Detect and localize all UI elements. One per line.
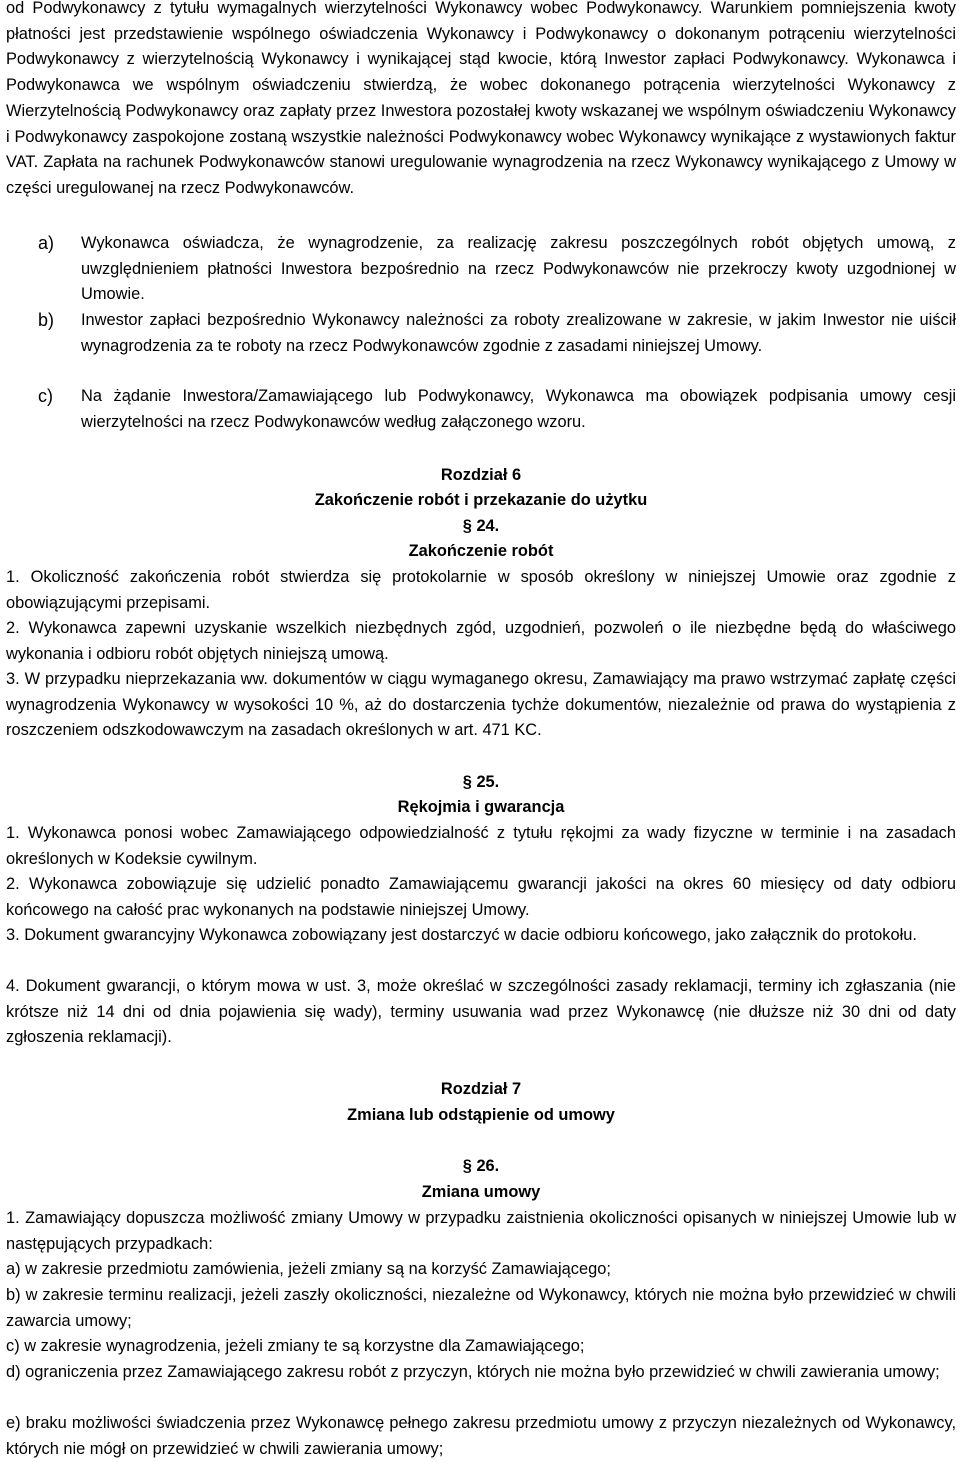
list-text-a: Wykonawca oświadcza, że wynagrodzenie, za realizację zakresu poszczególnych robót objętych umową, z uwzględnieniem płatności Inwestora bezpośrednio na rzecz Podwykonawców nie przekroczy kwoty uzgodnionej w Umowie. — [81, 234, 956, 304]
section-25-p1: 1. Wykonawca ponosi wobec Zamawiającego odpowiedzialność z tytułu rękojmi za wady fizyczne w terminie i na zasadach określonych w Kodeksie cywilnym. — [6, 824, 956, 868]
chapter7-subtitle: Zmiana lub odstąpienie od umowy — [347, 1106, 615, 1124]
list-item-c — [6, 384, 956, 435]
list-marker-c: c) — [38, 386, 53, 406]
section-25-p4: 4. Dokument gwarancji, o którym mowa w ust. 3, może określać w szczególności zasady reklamacji, terminy ich zgłaszania (nie krótsze niż 14 dni od dnia pojawienia się wady), terminy usuwania wad przez Wykonawcę (nie dłuższe niż 30 dni od daty zgłoszenia reklamacji). — [6, 977, 956, 1047]
list-marker-a: a) — [38, 233, 55, 253]
section-26-item-a: a) w zakresie przedmiotu zamówienia, jeżeli zmiany są na korzyść Zamawiającego; — [6, 1260, 611, 1278]
section-26-item-d: d) ograniczenia przez Zamawiającego zakresu robót z przyczyn, których nie można było przewidzieć w chwili zawierania umowy; — [6, 1363, 940, 1381]
section-25-heading: Rękojmia i gwarancja — [397, 798, 565, 816]
section-25-p3: 3. Dokument gwarancyjny Wykonawca zobowiązany jest dostarczyć w dacie odbioru końcowego, jako załącznik do protokołu. — [6, 926, 917, 944]
section-26-number: § 26. — [6, 1154, 956, 1180]
section-26-heading: Zmiana umowy — [421, 1183, 541, 1201]
section-24-p3: 3. W przypadku nieprzekazania ww. dokumentów w ciągu wymaganego okresu, Zamawiający ma prawo wstrzymać zapłatę części wynagrodzenia Wykonawcy w wysokości 10 %, aż do dostarczenia tychże dokumentów, niezależnie od prawa do wystąpienia z roszczeniem odszkodowawczym na zasadach określonych w art. 471 KC. — [6, 670, 956, 740]
section-26-item-c: c) w zakresie wynagrodzenia, jeżeli zmiany te są korzystne dla Zamawiającego; — [6, 1337, 585, 1355]
chapter7-title: Rozdział 7 — [440, 1080, 522, 1098]
section-25-number: § 25. — [6, 770, 956, 796]
section-26-item-b: b) w zakresie terminu realizacji, jeżeli zaszły okoliczności, niezależne od Wykonawcy, których nie można było przewidzieć w chwili zawarcia umowy; — [6, 1286, 956, 1330]
list-text-c: Na żądanie Inwestora/Zamawiającego lub Podwykonawcy, Wykonawca ma obowiązek podpisania umowy cesji wierzytelności na rzecz Podwykonawców według załączonego wzoru. — [81, 387, 956, 431]
section-24-p2: 2. Wykonawca zapewni uzyskanie wszelkich niezbędnych zgód, uzgodnień, pozwoleń o ile niezbędne będą do właściwego wykonania i odbioru robót objętych niniejszą umową. — [6, 619, 956, 663]
list-item-b — [6, 308, 956, 359]
list-text-b: Inwestor zapłaci bezpośrednio Wykonawcy należności za roboty zrealizowane w zakresie, w jakim Inwestor nie uiścił wynagrodzenia za te roboty na rzecz Podwykonawców zgodnie z zasadami niniejszej Umowy. — [81, 311, 956, 355]
chapter6-title: Rozdział 6 — [440, 466, 522, 484]
section-26-item-e: e) braku możliwości świadczenia przez Wykonawcę pełnego zakresu przedmiotu umowy z przyczyn niezależnych od Wykonawcy, których nie mógł on przewidzieć w chwili zawierania umowy; — [6, 1414, 956, 1458]
intro-paragraph: od Podwykonawcy z tytułu wymagalnych wierzytelności Wykonawcy wobec Podwykonawcy. Warunkiem pomniejszenia kwoty płatności jest przedstawienie wspólnego oświadczenia Wykonawcy i Podwykonawcy o dokonanym potrąceniu wierzytelności Podwykonawcy z wierzytelnością Wykonawcy i wynikającej stąd kwocie, którą Inwestor zapłaci Podwykonawcy. Wykonawca i Podwykonawca we wspólnym oświadczeniu stwierdzą, że wobec dokonanego potrącenia wierzytelności Wykonawcy z Wierzytelnością Podwykonawcy oraz zapłaty przez Inwestora pozostałej kwoty wskazanej we wspólnym oświadczeniu Wykonawcy i Podwykonawcy zaspokojone zostaną wszystkie należności Podwykonawcy wobec Wykonawcy wynikające z wystawionych faktur VAT. Zapłata na rachunek Podwykonawców stanowi uregulowanie wynagrodzenia na rzecz Wykonawcy wynikającego z Umowy w części uregulowanej na rzecz Podwykonawców. — [6, 0, 956, 197]
list-marker-b: b) — [38, 310, 55, 330]
section-24-p1: 1. Okoliczność zakończenia robót stwierdza się protokolarnie w sposób określony w niniejszej Umowie oraz zgodnie z obowiązującymi przepisami. — [6, 568, 956, 612]
section-25-p2: 2. Wykonawca zobowiązuje się udzielić ponadto Zamawiającemu gwarancji jakości na okres 60 miesięcy od daty odbioru końcowego na całość prac wykonanych na podstawie niniejszej Umowy. — [6, 875, 956, 919]
list-item-a — [6, 231, 956, 308]
section-24-heading: Zakończenie robót — [408, 542, 554, 560]
chapter6-subtitle: Zakończenie robót i przekazanie do użytku — [314, 491, 648, 509]
section-24-number: § 24. — [6, 514, 956, 540]
section-26-p1: 1. Zamawiający dopuszcza możliwość zmiany Umowy w przypadku zaistnienia okoliczności opisanych w niniejszej Umowie lub w następujących przypadkach: — [6, 1209, 956, 1253]
